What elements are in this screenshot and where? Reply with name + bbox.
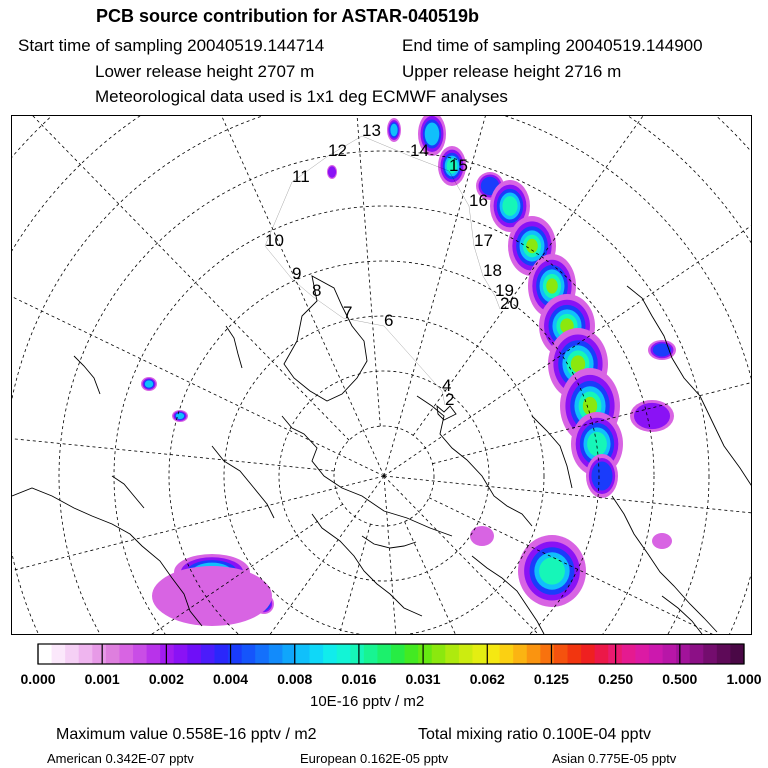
colorbar-tick-label: 0.031	[405, 671, 441, 687]
colorbar-tick-label: 0.062	[469, 671, 505, 687]
colorbar-swatch	[554, 644, 568, 664]
colorbar-swatch	[255, 644, 269, 664]
colorbar-swatch	[92, 644, 106, 664]
plume-patch	[634, 403, 670, 429]
trajectory-label: 14	[410, 141, 429, 160]
plume-patch	[653, 343, 671, 356]
colorbar-swatch	[690, 644, 704, 664]
colorbar-swatch	[472, 644, 486, 664]
colorbar-swatch	[500, 644, 514, 664]
coastline	[417, 396, 532, 526]
colorbar-tick-label: 0.008	[277, 671, 313, 687]
colorbar-swatch	[649, 644, 663, 664]
colorbar-swatch	[459, 644, 473, 664]
polar-map-svg	[12, 116, 752, 635]
colorbar-swatch	[663, 644, 677, 664]
trajectory-label: 16	[469, 191, 488, 210]
coastline	[74, 356, 100, 394]
colorbar-swatch	[133, 644, 147, 664]
coastline	[612, 496, 717, 632]
trajectory-labels	[265, 121, 519, 409]
colorbar-swatch	[432, 644, 446, 664]
polar-map-panel	[11, 115, 752, 635]
colorbar-swatch	[527, 644, 541, 664]
colorbar	[0, 640, 768, 670]
colorbar-tick-label: 0.500	[662, 671, 698, 687]
trajectory-label: 11	[292, 167, 310, 186]
coastline	[212, 446, 274, 518]
colorbar-swatch	[106, 644, 120, 664]
colorbar-swatch	[377, 644, 391, 664]
plume-patch	[328, 166, 336, 177]
american-contribution: American 0.342E-07 pptv	[47, 751, 194, 766]
plume-patch	[470, 526, 494, 546]
colorbar-swatch	[405, 644, 419, 664]
colorbar-swatch	[513, 644, 527, 664]
colorbar-tick-label: 0.016	[341, 671, 377, 687]
map-title: PCB source contribution for ASTAR-040519b	[96, 6, 480, 26]
colorbar-swatch	[323, 644, 337, 664]
colorbar-swatch	[418, 644, 432, 664]
colorbar-swatch	[174, 644, 188, 664]
colorbar-swatch	[635, 644, 649, 664]
trajectory-label: 7	[343, 303, 353, 322]
coastline	[627, 286, 752, 488]
coastline	[112, 476, 144, 508]
coastline	[282, 416, 452, 536]
colorbar-swatch	[595, 644, 609, 664]
colorbar-swatch	[337, 644, 351, 664]
colorbar-swatch	[391, 644, 405, 664]
colorbar-swatch	[581, 644, 595, 664]
colorbar-swatch	[540, 644, 554, 664]
colorbar-swatch	[65, 644, 79, 664]
colorbar-swatch	[215, 644, 229, 664]
trajectory-label: 18	[483, 261, 502, 280]
upper-release-height: Upper release height 2716 m	[402, 62, 622, 81]
colorbar-swatch	[364, 644, 378, 664]
plume-patch	[502, 196, 517, 216]
trajectory-label: 19	[495, 281, 514, 300]
trajectory-label: 9	[292, 264, 302, 283]
plume-patch	[390, 124, 397, 136]
trajectory-label: 8	[312, 281, 322, 300]
colorbar-swatch	[676, 644, 690, 664]
colorbar-swatch	[187, 644, 201, 664]
lat-lon-grid	[12, 116, 752, 635]
colorbar-swatch	[310, 644, 324, 664]
trajectory-label: 6	[384, 311, 394, 330]
meteorological-data-label: Meteorological data used is 1x1 deg ECMWF analyses	[95, 87, 508, 106]
coastline	[284, 276, 367, 401]
coastlines	[12, 276, 752, 634]
plume-patch	[145, 380, 153, 387]
colorbar-swatch	[486, 644, 500, 664]
colorbar-tick-label: 0.250	[598, 671, 634, 687]
plume-patch	[526, 239, 538, 253]
trajectory-label: 12	[328, 141, 347, 160]
end-time-label: End time of sampling 20040519.144900	[402, 36, 703, 55]
colorbar-tick-label: 0.002	[148, 671, 184, 687]
plume-patch	[546, 278, 558, 293]
plume-patch	[591, 461, 612, 490]
lower-release-height: Lower release height 2707 m	[95, 62, 315, 81]
plume-patch	[652, 533, 672, 549]
colorbar-swatch	[52, 644, 66, 664]
trajectory-label: 2	[445, 390, 455, 409]
colorbar-swatch	[79, 644, 93, 664]
trajectory-label: 20	[500, 294, 519, 313]
colorbar-tick-label: 0.000	[20, 671, 56, 687]
european-contribution: European 0.162E-05 pptv	[300, 751, 449, 766]
asian-contribution: Asian 0.775E-05 pptv	[552, 751, 677, 766]
colorbar-swatch	[38, 644, 52, 664]
trajectory-label: 15	[449, 156, 468, 175]
coastline	[226, 326, 242, 368]
concentration-plumes	[141, 116, 676, 626]
colorbar-swatch	[717, 644, 731, 664]
colorbar-swatch	[622, 644, 636, 664]
start-time-label: Start time of sampling 20040519.144714	[18, 36, 325, 55]
colorbar-swatch	[242, 644, 256, 664]
colorbar-tick-label: 1.000	[726, 671, 762, 687]
colorbar-swatch	[269, 644, 283, 664]
colorbar-swatch	[119, 644, 133, 664]
total-mixing-ratio-label: Total mixing ratio 0.100E-04 pptv	[418, 726, 652, 743]
colorbar-swatch	[445, 644, 459, 664]
colorbar-swatch	[160, 644, 174, 664]
colorbar-swatch	[730, 644, 744, 664]
plume-patch	[587, 432, 607, 456]
coastline	[662, 596, 702, 634]
maximum-value-label: Maximum value 0.558E-16 pptv / m2	[56, 726, 317, 743]
colorbar-unit-label: 10E-16 pptv / m2	[310, 693, 425, 710]
colorbar-tick-label: 0.001	[84, 671, 120, 687]
colorbar-tick-label: 0.004	[213, 671, 249, 687]
colorbar-swatch	[568, 644, 582, 664]
trajectory-label: 4	[442, 376, 452, 395]
colorbar-swatch	[703, 644, 717, 664]
colorbar-swatch	[201, 644, 215, 664]
trajectory-label: 10	[265, 231, 284, 250]
colorbar-swatch	[296, 644, 310, 664]
colorbar-swatch	[350, 644, 364, 664]
colorbar-tick-label: 0.125	[533, 671, 569, 687]
trajectory-label: 17	[474, 231, 493, 250]
trajectory-label: 13	[362, 121, 381, 140]
colorbar-swatch	[147, 644, 161, 664]
